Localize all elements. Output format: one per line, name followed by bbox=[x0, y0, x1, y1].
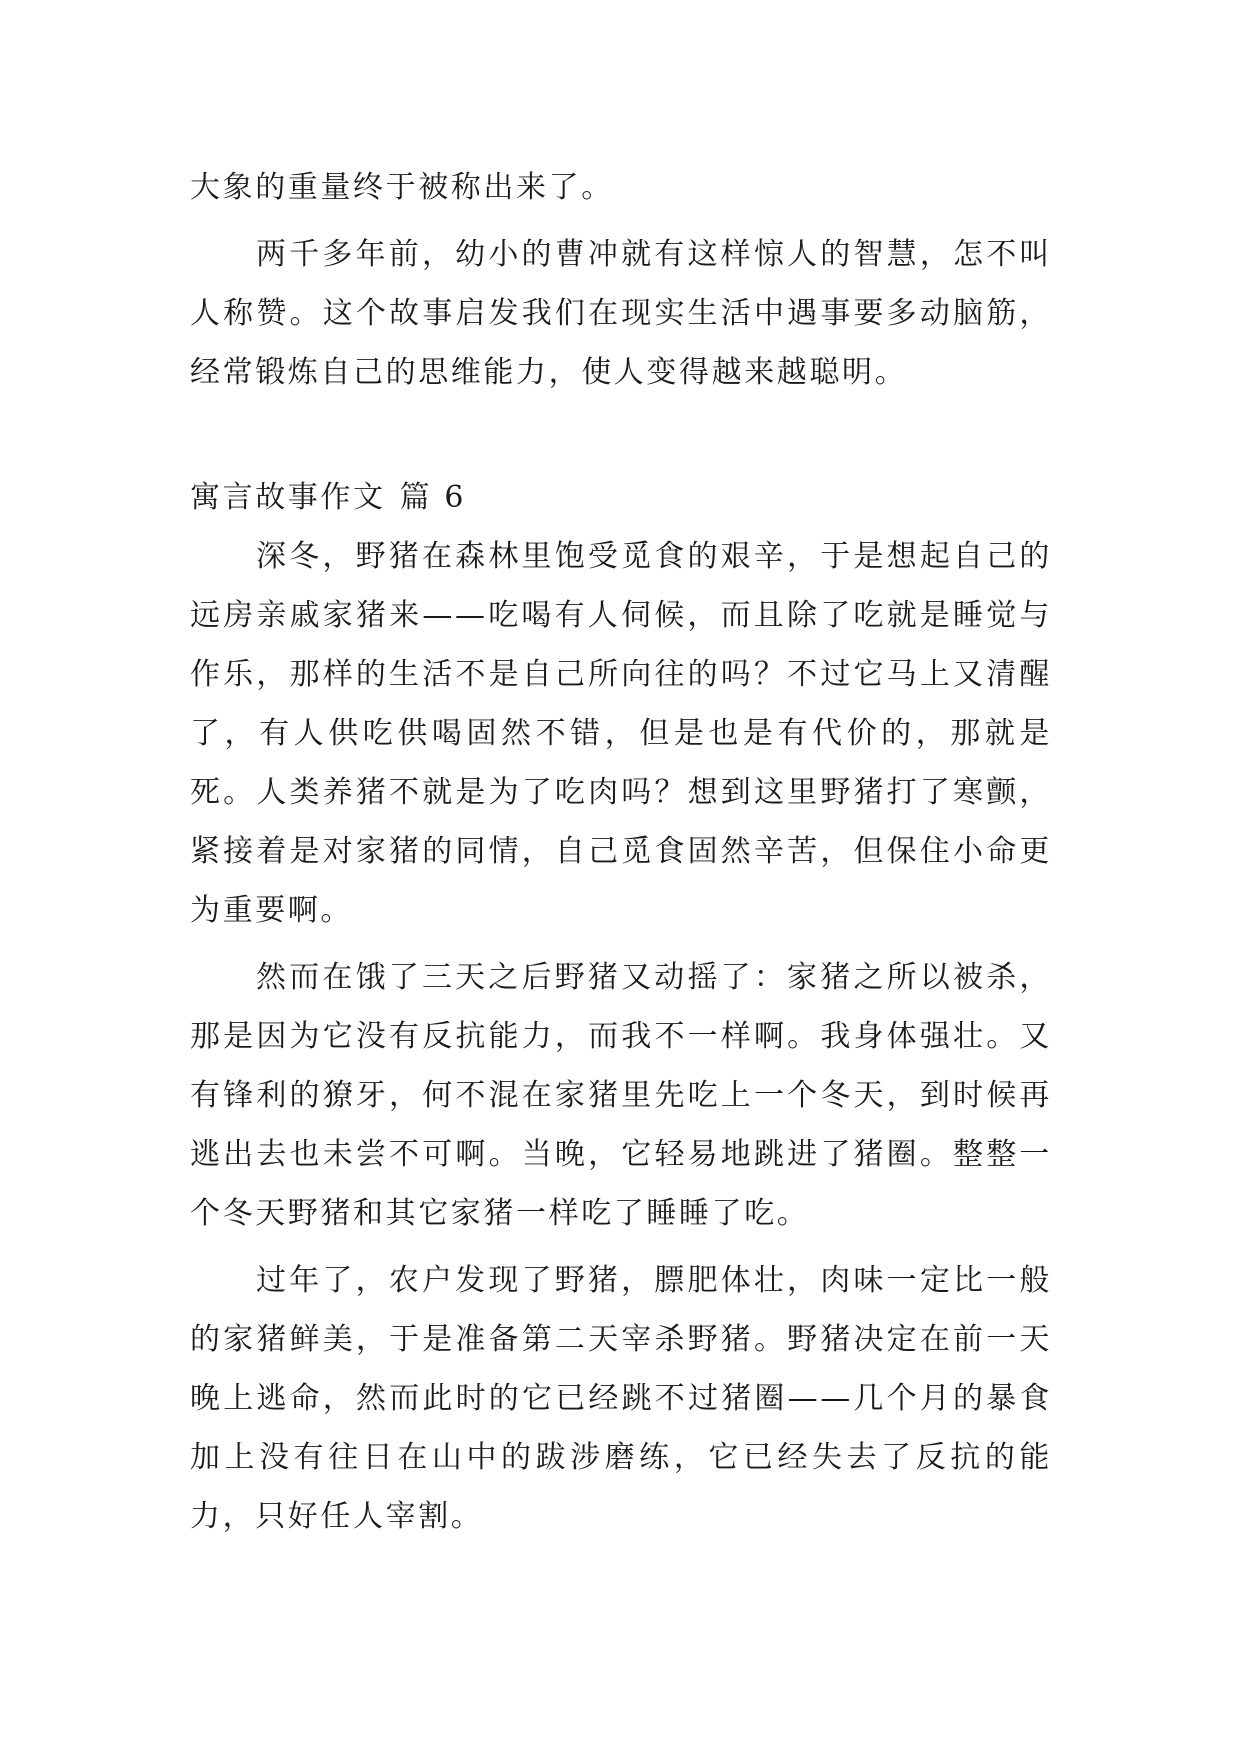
story-paragraph-3: 过年了，农户发现了野猪，膘肥体壮，肉味一定比一般的家猪鲜美，于是准备第二天宰杀野猪。野猪决定在前一天晚上逃命，然而此时的它已经跳不过猪圈——几个月的暴食加上没有往日在山中的跋涉磨练，它已经失去了反抗的能力，只好任人宰割。 bbox=[190, 1263, 1052, 1534]
story-paragraph-2: 然而在饿了三天之后野猪又动摇了：家猪之所以被杀，那是因为它没有反抗能力，而我不一样啊。我身体强壮。又有锋利的獠牙，何不混在家猪里先吃上一个冬天，到时候再逃出去也未尝不可啊。当晚，它轻易地跳进了猪圈。整整一个冬天野猪和其它家猪一样吃了睡睡了吃。 bbox=[190, 960, 1052, 1231]
section-number: 篇 6 bbox=[399, 480, 467, 515]
paragraph-continuation: 大象的重量终于被称出来了。 bbox=[190, 170, 614, 205]
document-body bbox=[190, 158, 1052, 1554]
section-title: 寓言故事作文 bbox=[190, 480, 386, 515]
section-heading bbox=[190, 468, 1052, 527]
paragraph-conclusion: 两千多年前，幼小的曹冲就有这样惊人的智慧，怎不叫人称赞。这个故事启发我们在现实生活中遇事要多动脑筋，经常锻炼自己的思维能力，使人变得越来越聪明。 bbox=[190, 237, 1052, 390]
story-paragraph-1: 深冬，野猪在森林里饱受觅食的艰辛，于是想起自己的远房亲戚家猪来——吃喝有人伺候，而且除了吃就是睡觉与作乐，那样的生活不是自己所向往的吗？不过它马上又清醒了，有人供吃供喝固然不错，但是也是有代价的，那就是死。人类养猪不就是为了吃肉吗？想到这里野猪打了寒颤，紧接着是对家猪的同情，自己觅食固然辛苦，但保住小命更为重要啊。 bbox=[190, 539, 1052, 928]
